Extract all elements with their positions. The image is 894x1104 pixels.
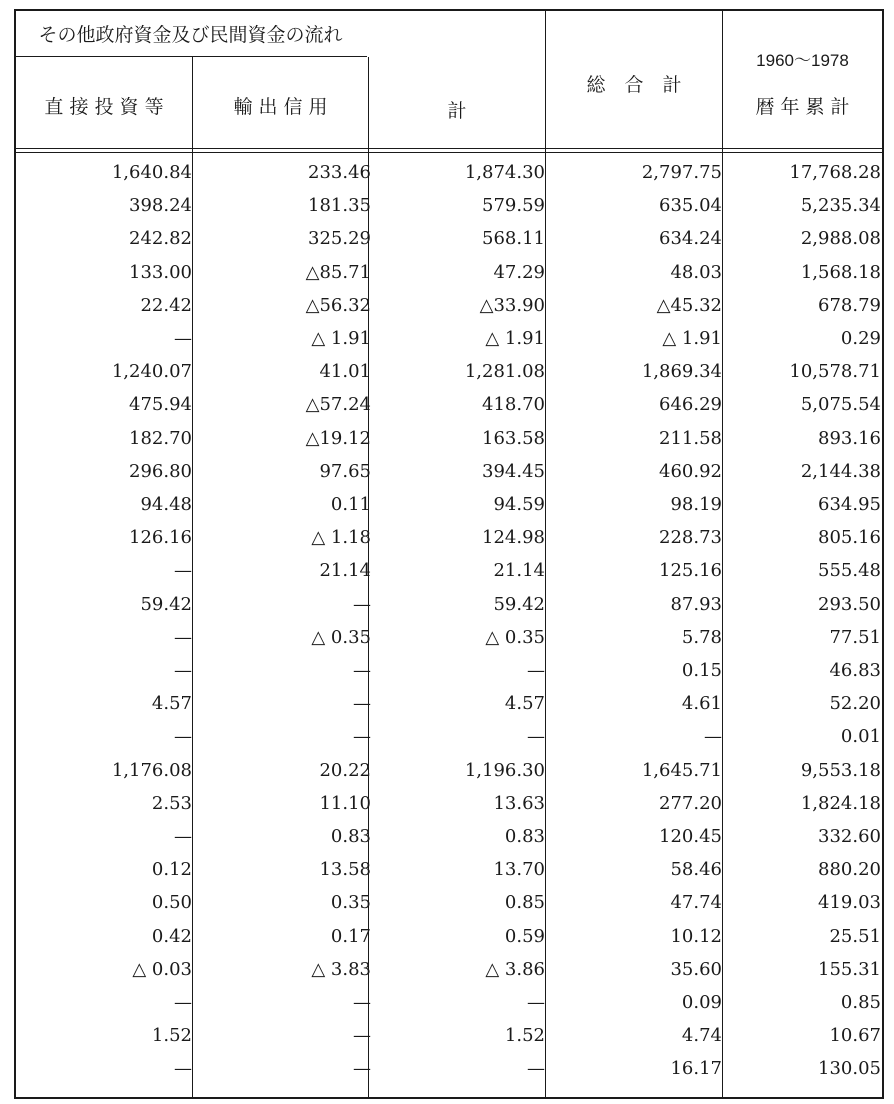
header-cumulative-label: 暦 年 累 計 bbox=[755, 96, 850, 118]
cumulative-cell: 25.51 bbox=[829, 925, 881, 947]
subtotal-cell: 1,281.08 bbox=[464, 361, 545, 383]
cumulative-cell: 46.83 bbox=[829, 660, 881, 681]
grand-total-cell: △45.32 bbox=[656, 294, 722, 316]
group-header-underline bbox=[14, 56, 367, 57]
grand-total-cell: 125.16 bbox=[659, 560, 722, 582]
subtotal-cell: 1.52 bbox=[504, 1025, 545, 1047]
cumulative-cell: 2,988.08 bbox=[800, 228, 881, 250]
export-credit-cell: 0.17 bbox=[330, 925, 371, 947]
direct-investment-cell: 1,240.07 bbox=[111, 361, 192, 383]
grand-total-cell: — bbox=[704, 726, 722, 748]
export-credit-cell: 20.22 bbox=[319, 759, 371, 781]
subtotal-cell: △ 1.91 bbox=[485, 328, 545, 349]
export-credit-cell: △85.71 bbox=[305, 261, 371, 283]
subtotal-cell: — bbox=[527, 726, 545, 748]
header-grand-total: 総 合 計 bbox=[586, 74, 682, 96]
grand-total-cell: 0.09 bbox=[681, 992, 722, 1013]
grand-total-cell: 87.93 bbox=[670, 593, 722, 615]
direct-investment-cell: 296.80 bbox=[129, 460, 192, 482]
subtotal-cell: 1,874.30 bbox=[464, 162, 545, 183]
grand-total-cell: 98.19 bbox=[670, 494, 722, 515]
cumulative-cell: 10,578.71 bbox=[789, 361, 881, 383]
export-credit-cell: △56.32 bbox=[305, 294, 371, 316]
export-credit-cell: — bbox=[353, 726, 371, 748]
subtotal-cell: — bbox=[527, 660, 545, 681]
subtotal-cell: 94.59 bbox=[493, 494, 545, 515]
cumulative-cell: 155.31 bbox=[818, 958, 881, 980]
grand-total-cell: 634.24 bbox=[659, 228, 722, 250]
subtotal-cell: 13.63 bbox=[493, 792, 545, 814]
subtotal-cell: 0.59 bbox=[504, 925, 545, 947]
cumulative-cell: 893.16 bbox=[818, 427, 881, 449]
cumulative-cell: 130.05 bbox=[818, 1058, 881, 1080]
cumulative-cell: 293.50 bbox=[818, 593, 881, 615]
export-credit-cell: — bbox=[353, 992, 371, 1013]
direct-investment-cell: 4.57 bbox=[151, 693, 192, 715]
grand-total-cell: 5.78 bbox=[681, 626, 722, 648]
export-credit-cell: 11.10 bbox=[319, 792, 371, 814]
direct-investment-cell: 0.42 bbox=[151, 925, 192, 947]
export-credit-cell: — bbox=[353, 660, 371, 681]
direct-investment-cell: 126.16 bbox=[129, 527, 192, 549]
subtotal-cell: △33.90 bbox=[479, 294, 545, 316]
subtotal-cell: 418.70 bbox=[482, 394, 545, 416]
grand-total-cell: 120.45 bbox=[659, 826, 722, 847]
grand-total-cell: 0.15 bbox=[681, 660, 722, 681]
direct-investment-cell: — bbox=[174, 1058, 192, 1080]
grand-total-cell: 228.73 bbox=[659, 527, 722, 549]
subtotal-cell: 0.85 bbox=[504, 892, 545, 914]
subtotal-cell: 124.98 bbox=[482, 527, 545, 549]
cumulative-cell: 0.29 bbox=[840, 328, 881, 349]
direct-investment-cell: 0.50 bbox=[151, 892, 192, 914]
export-credit-cell: 0.11 bbox=[330, 494, 371, 515]
export-credit-cell: 181.35 bbox=[308, 195, 371, 217]
export-credit-cell: 41.01 bbox=[319, 361, 371, 383]
cumulative-cell: 9,553.18 bbox=[800, 759, 881, 781]
grand-total-cell: 2,797.75 bbox=[641, 162, 722, 183]
cumulative-cell: 1,568.18 bbox=[800, 261, 881, 283]
export-credit-cell: 21.14 bbox=[319, 560, 371, 582]
cumulative-cell: 77.51 bbox=[829, 626, 881, 648]
table-border-top bbox=[14, 9, 884, 11]
subtotal-cell: 0.83 bbox=[504, 826, 545, 847]
direct-investment-cell: 1,176.08 bbox=[111, 759, 192, 781]
export-credit-cell: — bbox=[353, 1058, 371, 1080]
direct-investment-cell: 182.70 bbox=[129, 427, 192, 449]
header-bottom-rule-2 bbox=[14, 152, 884, 153]
export-credit-cell: — bbox=[353, 1025, 371, 1047]
cumulative-cell: 419.03 bbox=[818, 892, 881, 914]
direct-investment-cell: 133.00 bbox=[129, 261, 192, 283]
export-credit-cell: 97.65 bbox=[319, 460, 371, 482]
header-bottom-rule-1 bbox=[14, 148, 884, 149]
table-border-bottom bbox=[14, 1097, 884, 1099]
subtotal-cell: 59.42 bbox=[493, 593, 545, 615]
direct-investment-cell: — bbox=[174, 560, 192, 582]
direct-investment-cell: 1,640.84 bbox=[111, 162, 192, 183]
subtotal-cell: 21.14 bbox=[493, 560, 545, 582]
subtotal-cell: — bbox=[527, 992, 545, 1013]
grand-total-cell: 460.92 bbox=[659, 460, 722, 482]
cumulative-cell: 634.95 bbox=[818, 494, 881, 515]
direct-investment-cell: 22.42 bbox=[140, 294, 192, 316]
direct-investment-cell: — bbox=[174, 826, 192, 847]
cumulative-cell: 2,144.38 bbox=[800, 460, 881, 482]
grand-total-cell: 47.74 bbox=[670, 892, 722, 914]
header-subtotal: 計 bbox=[447, 100, 467, 122]
subtotal-cell: — bbox=[527, 1058, 545, 1080]
subtotal-cell: 394.45 bbox=[482, 460, 545, 482]
cumulative-cell: 332.60 bbox=[818, 826, 881, 847]
cumulative-cell: 10.67 bbox=[829, 1025, 881, 1047]
header-cumulative-years: 1960～1978 bbox=[756, 51, 849, 70]
header-export-credit: 輸 出 信 用 bbox=[233, 96, 328, 118]
grand-total-cell: 4.74 bbox=[681, 1025, 722, 1047]
direct-investment-cell: — bbox=[174, 992, 192, 1013]
export-credit-cell: — bbox=[353, 593, 371, 615]
grand-total-cell: 48.03 bbox=[670, 261, 722, 283]
subtotal-cell: 163.58 bbox=[482, 427, 545, 449]
grand-total-cell: 211.58 bbox=[659, 427, 722, 449]
cumulative-cell: 880.20 bbox=[818, 859, 881, 881]
direct-investment-cell: 242.82 bbox=[129, 228, 192, 250]
direct-investment-cell: 475.94 bbox=[129, 394, 192, 416]
export-credit-cell: △ 3.83 bbox=[311, 958, 371, 980]
export-credit-cell: △19.12 bbox=[305, 427, 371, 449]
grand-total-cell: 1,645.71 bbox=[641, 759, 722, 781]
cumulative-cell: 1,824.18 bbox=[800, 792, 881, 814]
subtotal-cell: 4.57 bbox=[504, 693, 545, 715]
export-credit-cell: 233.46 bbox=[308, 162, 371, 183]
export-credit-cell: △ 1.18 bbox=[311, 527, 371, 549]
grand-total-cell: 35.60 bbox=[670, 958, 722, 980]
cumulative-cell: 678.79 bbox=[818, 294, 881, 316]
export-credit-cell: △ 1.91 bbox=[311, 328, 371, 349]
grand-total-cell: △ 1.91 bbox=[662, 328, 722, 349]
export-credit-cell: △ 0.35 bbox=[311, 626, 371, 648]
subtotal-cell: △ 0.35 bbox=[485, 626, 545, 648]
direct-investment-cell: — bbox=[174, 726, 192, 748]
cumulative-cell: 5,235.34 bbox=[800, 195, 881, 217]
export-credit-cell: △57.24 bbox=[305, 394, 371, 416]
cumulative-cell: 52.20 bbox=[829, 693, 881, 715]
cumulative-cell: 555.48 bbox=[818, 560, 881, 582]
direct-investment-cell: 94.48 bbox=[140, 494, 192, 515]
cumulative-cell: 5,075.54 bbox=[800, 394, 881, 416]
direct-investment-cell: 59.42 bbox=[140, 593, 192, 615]
direct-investment-cell: — bbox=[174, 626, 192, 648]
cumulative-cell: 0.85 bbox=[840, 992, 881, 1013]
direct-investment-cell: 398.24 bbox=[129, 195, 192, 217]
grand-total-cell: 4.61 bbox=[681, 693, 722, 715]
col-divider-1 bbox=[192, 57, 193, 1097]
subtotal-cell: 47.29 bbox=[493, 261, 545, 283]
direct-investment-cell: 1.52 bbox=[151, 1025, 192, 1047]
cumulative-cell: 17,768.28 bbox=[789, 162, 881, 183]
header-direct-investment: 直 接 投 資 等 bbox=[44, 96, 164, 118]
cumulative-cell: 0.01 bbox=[840, 726, 881, 748]
subtotal-cell: 1,196.30 bbox=[464, 759, 545, 781]
grand-total-cell: 277.20 bbox=[659, 792, 722, 814]
grand-total-cell: 646.29 bbox=[659, 394, 722, 416]
cumulative-cell: 805.16 bbox=[818, 527, 881, 549]
direct-investment-cell: 0.12 bbox=[151, 859, 192, 881]
export-credit-cell: 13.58 bbox=[319, 859, 371, 881]
grand-total-cell: 58.46 bbox=[670, 859, 722, 881]
subtotal-cell: △ 3.86 bbox=[485, 958, 545, 980]
export-credit-cell: 0.83 bbox=[330, 826, 371, 847]
direct-investment-cell: △ 0.03 bbox=[132, 958, 192, 980]
direct-investment-cell: — bbox=[174, 660, 192, 681]
grand-total-cell: 635.04 bbox=[659, 195, 722, 217]
table-border-left bbox=[14, 9, 16, 1099]
table-border-right bbox=[882, 9, 884, 1099]
grand-total-cell: 16.17 bbox=[670, 1058, 722, 1080]
direct-investment-cell: — bbox=[174, 328, 192, 349]
group-header-title: その他政府資金及び民間資金の流れ bbox=[38, 24, 343, 46]
grand-total-cell: 10.12 bbox=[670, 925, 722, 947]
subtotal-cell: 13.70 bbox=[493, 859, 545, 881]
col-divider-4 bbox=[722, 9, 723, 1097]
col-divider-3 bbox=[545, 9, 546, 1097]
direct-investment-cell: 2.53 bbox=[151, 792, 192, 814]
subtotal-cell: 568.11 bbox=[482, 228, 545, 250]
export-credit-cell: — bbox=[353, 693, 371, 715]
subtotal-cell: 579.59 bbox=[482, 195, 545, 217]
grand-total-cell: 1,869.34 bbox=[641, 361, 722, 383]
export-credit-cell: 325.29 bbox=[308, 228, 371, 250]
export-credit-cell: 0.35 bbox=[330, 892, 371, 914]
